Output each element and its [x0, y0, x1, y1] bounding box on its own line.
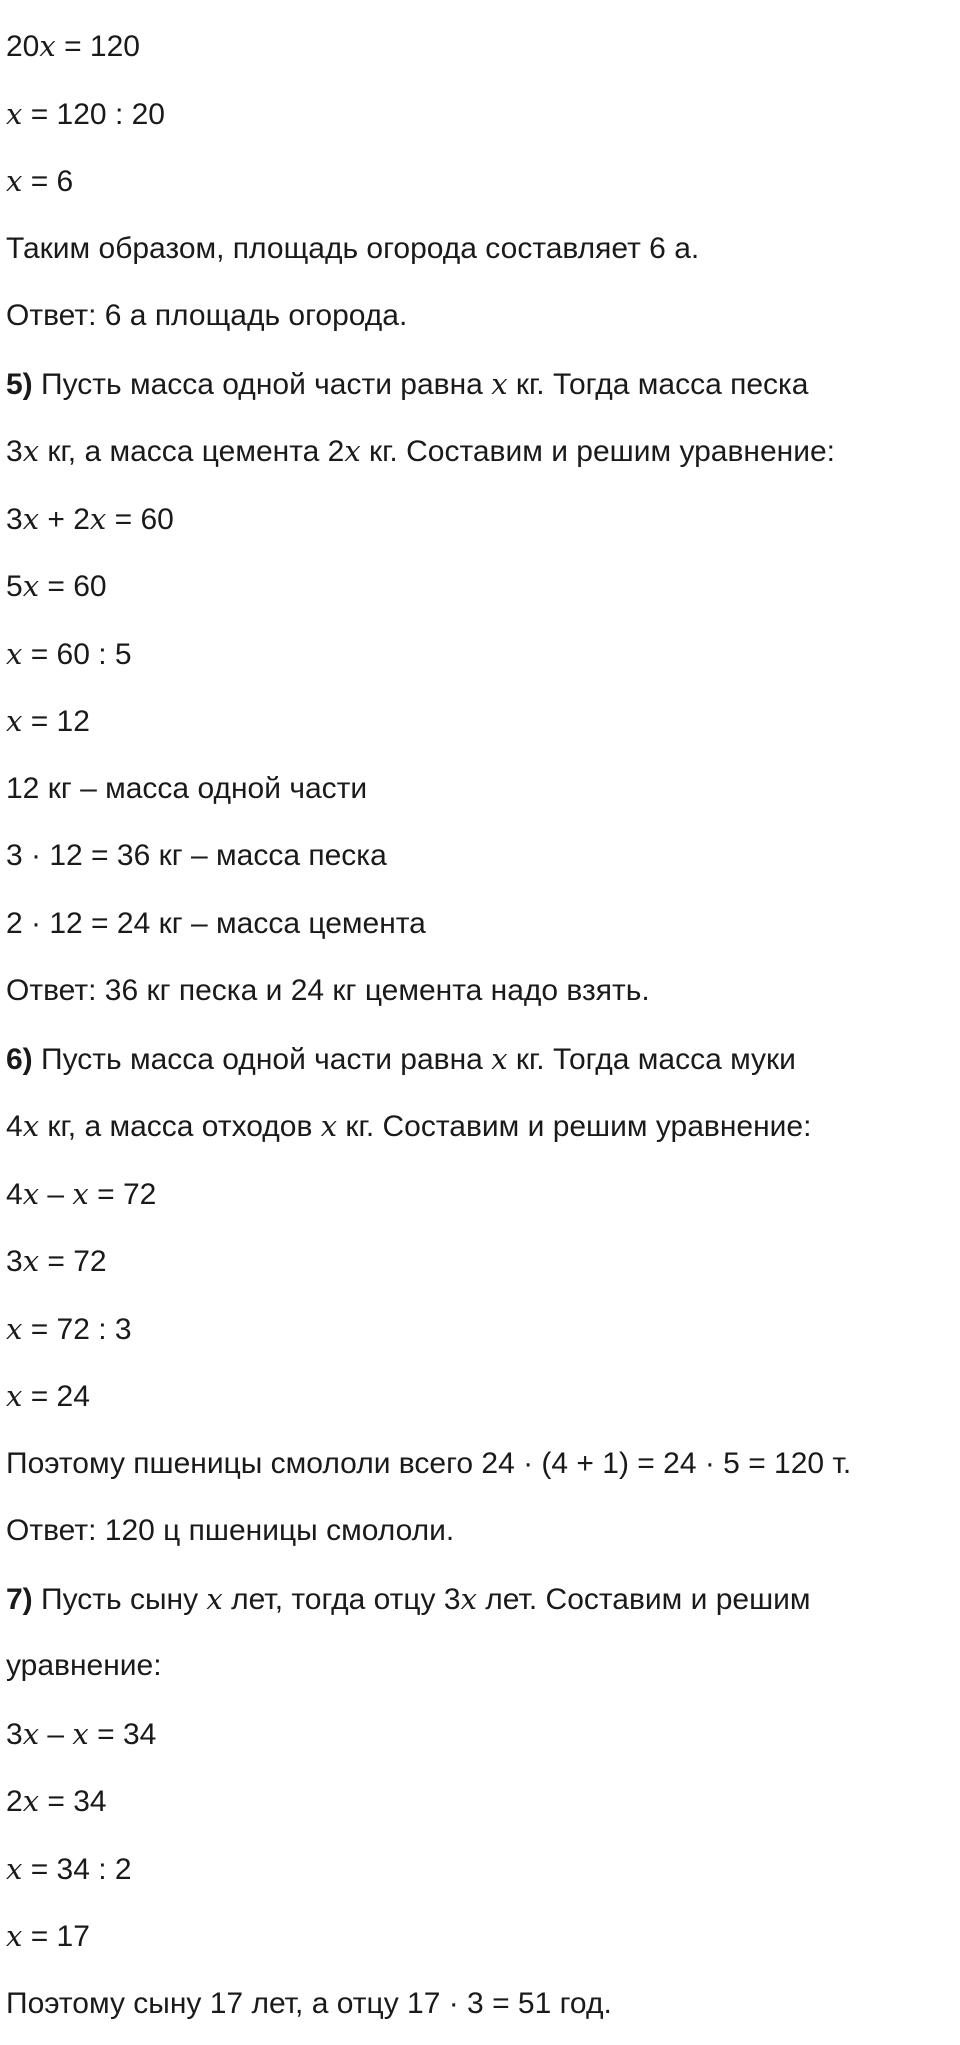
line-text: Ответ: 120 ц пшеницы смололи.: [6, 1514, 454, 1547]
line-text: кг. Тогда масса песка: [508, 368, 809, 401]
text-line: [6, 695, 946, 763]
math-variable: 𝑥: [6, 1379, 22, 1413]
line-text: Ответ: 6 а площадь огорода.: [6, 299, 407, 332]
line-text: = 120: [56, 30, 140, 63]
text-line: [6, 1100, 946, 1168]
math-variable: 𝑥: [39, 29, 55, 63]
problem-number: 6): [6, 1043, 33, 1076]
text-line: [6, 628, 946, 696]
text-line: [6, 1370, 946, 1438]
text-line: [6, 425, 946, 493]
line-text: + 2: [39, 503, 90, 536]
text-line: [6, 88, 946, 156]
text-line: [6, 830, 946, 898]
math-variable: 𝑥: [23, 569, 39, 603]
line-text: кг. Тогда масса муки: [508, 1043, 796, 1076]
line-text: Пусть масса одной части равна: [33, 368, 492, 401]
text-line: [6, 1843, 946, 1911]
problem-number: 7): [6, 1583, 33, 1616]
text-line: [6, 1640, 946, 1708]
line-text: 3: [6, 1718, 23, 1751]
text-line: [6, 898, 946, 966]
math-variable: 𝑥: [461, 1582, 477, 1616]
line-text: Ответ: 36 кг песка и 24 кг цемента надо взять.: [6, 974, 650, 1007]
math-variable: 𝑥: [23, 1784, 39, 1818]
line-text: = 72 : 3: [22, 1313, 131, 1346]
line-text: 12 кг – масса одной части: [6, 772, 367, 805]
text-line: [6, 493, 946, 561]
text-line: [6, 358, 946, 426]
math-variable: 𝑥: [23, 1717, 39, 1751]
line-text: Пусть сыну: [33, 1583, 207, 1616]
text-line: [6, 965, 946, 1033]
line-text: лет, тогда отцу 3: [223, 1583, 461, 1616]
line-text: = 34: [39, 1785, 107, 1818]
math-variable: 𝑥: [90, 502, 106, 536]
text-line: [6, 290, 946, 358]
math-variable: 𝑥: [6, 1312, 22, 1346]
line-text: 3: [6, 1245, 23, 1278]
line-text: = 24: [22, 1380, 90, 1413]
line-text: кг, а масса цемента 2: [39, 435, 344, 468]
line-text: кг. Составим и решим уравнение:: [361, 435, 835, 468]
math-variable: 𝑥: [23, 434, 39, 468]
text-line: [6, 1573, 946, 1641]
line-text: 2 · 12 = 24 кг – масса цемента: [6, 907, 426, 940]
text-line: [6, 1235, 946, 1303]
text-line: [6, 1303, 946, 1371]
text-line: [6, 763, 946, 831]
line-text: 20: [6, 30, 39, 63]
line-text: = 12: [22, 705, 90, 738]
text-line: [6, 20, 946, 88]
math-variable: 𝑥: [6, 1919, 22, 1953]
math-variable: 𝑥: [23, 1177, 39, 1211]
line-text: = 6: [22, 165, 73, 198]
text-line: [6, 1033, 946, 1101]
math-variable: 𝑥: [6, 1852, 22, 1886]
line-text: 3: [6, 435, 23, 468]
math-variable: 𝑥: [206, 1582, 222, 1616]
line-text: 3: [6, 503, 23, 536]
text-line: [6, 1438, 946, 1506]
line-text: = 72: [89, 1178, 157, 1211]
problem-number: 5): [6, 368, 33, 401]
line-text: 3 · 12 = 36 кг – масса песка: [6, 839, 387, 872]
math-variable: 𝑥: [321, 1109, 337, 1143]
math-variable: 𝑥: [491, 1042, 507, 1076]
text-line: [6, 155, 946, 223]
line-text: –: [39, 1718, 72, 1751]
line-text: = 60: [106, 503, 174, 536]
text-line: [6, 1978, 946, 2045]
line-text: уравнение:: [6, 1649, 162, 1682]
line-text: Таким образом, площадь огорода составляет 6 а.: [6, 232, 699, 265]
math-variable: 𝑥: [72, 1177, 88, 1211]
line-text: –: [39, 1178, 72, 1211]
text-line: [6, 1168, 946, 1236]
document-body: [6, 20, 946, 2045]
text-line: [6, 1775, 946, 1843]
math-variable: 𝑥: [23, 1244, 39, 1278]
line-text: = 60 : 5: [22, 638, 131, 671]
math-variable: 𝑥: [6, 637, 22, 671]
line-text: = 34 : 2: [22, 1853, 131, 1886]
line-text: = 17: [22, 1920, 90, 1953]
line-text: 4: [6, 1178, 23, 1211]
math-variable: 𝑥: [491, 367, 507, 401]
line-text: = 60: [39, 570, 107, 603]
line-text: = 34: [89, 1718, 157, 1751]
text-line: [6, 1505, 946, 1573]
line-text: Поэтому сыну 17 лет, а отцу 17 · 3 = 51 год.: [6, 1987, 612, 2020]
line-text: 5: [6, 570, 23, 603]
line-text: 2: [6, 1785, 23, 1818]
math-variable: 𝑥: [6, 164, 22, 198]
text-line: [6, 1708, 946, 1776]
line-text: кг. Составим и решим уравнение:: [337, 1110, 811, 1143]
math-variable: 𝑥: [344, 434, 360, 468]
line-text: = 72: [39, 1245, 107, 1278]
line-text: кг, а масса отходов: [39, 1110, 321, 1143]
math-variable: 𝑥: [72, 1717, 88, 1751]
math-variable: 𝑥: [23, 502, 39, 536]
text-line: [6, 560, 946, 628]
text-line: [6, 223, 946, 291]
line-text: Пусть масса одной части равна: [33, 1043, 492, 1076]
line-text: Поэтому пшеницы смололи всего 24 · (4 + 1) = 24 · 5 = 120 т.: [6, 1447, 851, 1480]
math-variable: 𝑥: [6, 97, 22, 131]
line-text: 4: [6, 1110, 23, 1143]
line-text: лет. Составим и решим: [477, 1583, 811, 1616]
text-line: [6, 1910, 946, 1978]
math-variable: 𝑥: [6, 704, 22, 738]
line-text: = 120 : 20: [22, 98, 165, 131]
math-variable: 𝑥: [23, 1109, 39, 1143]
